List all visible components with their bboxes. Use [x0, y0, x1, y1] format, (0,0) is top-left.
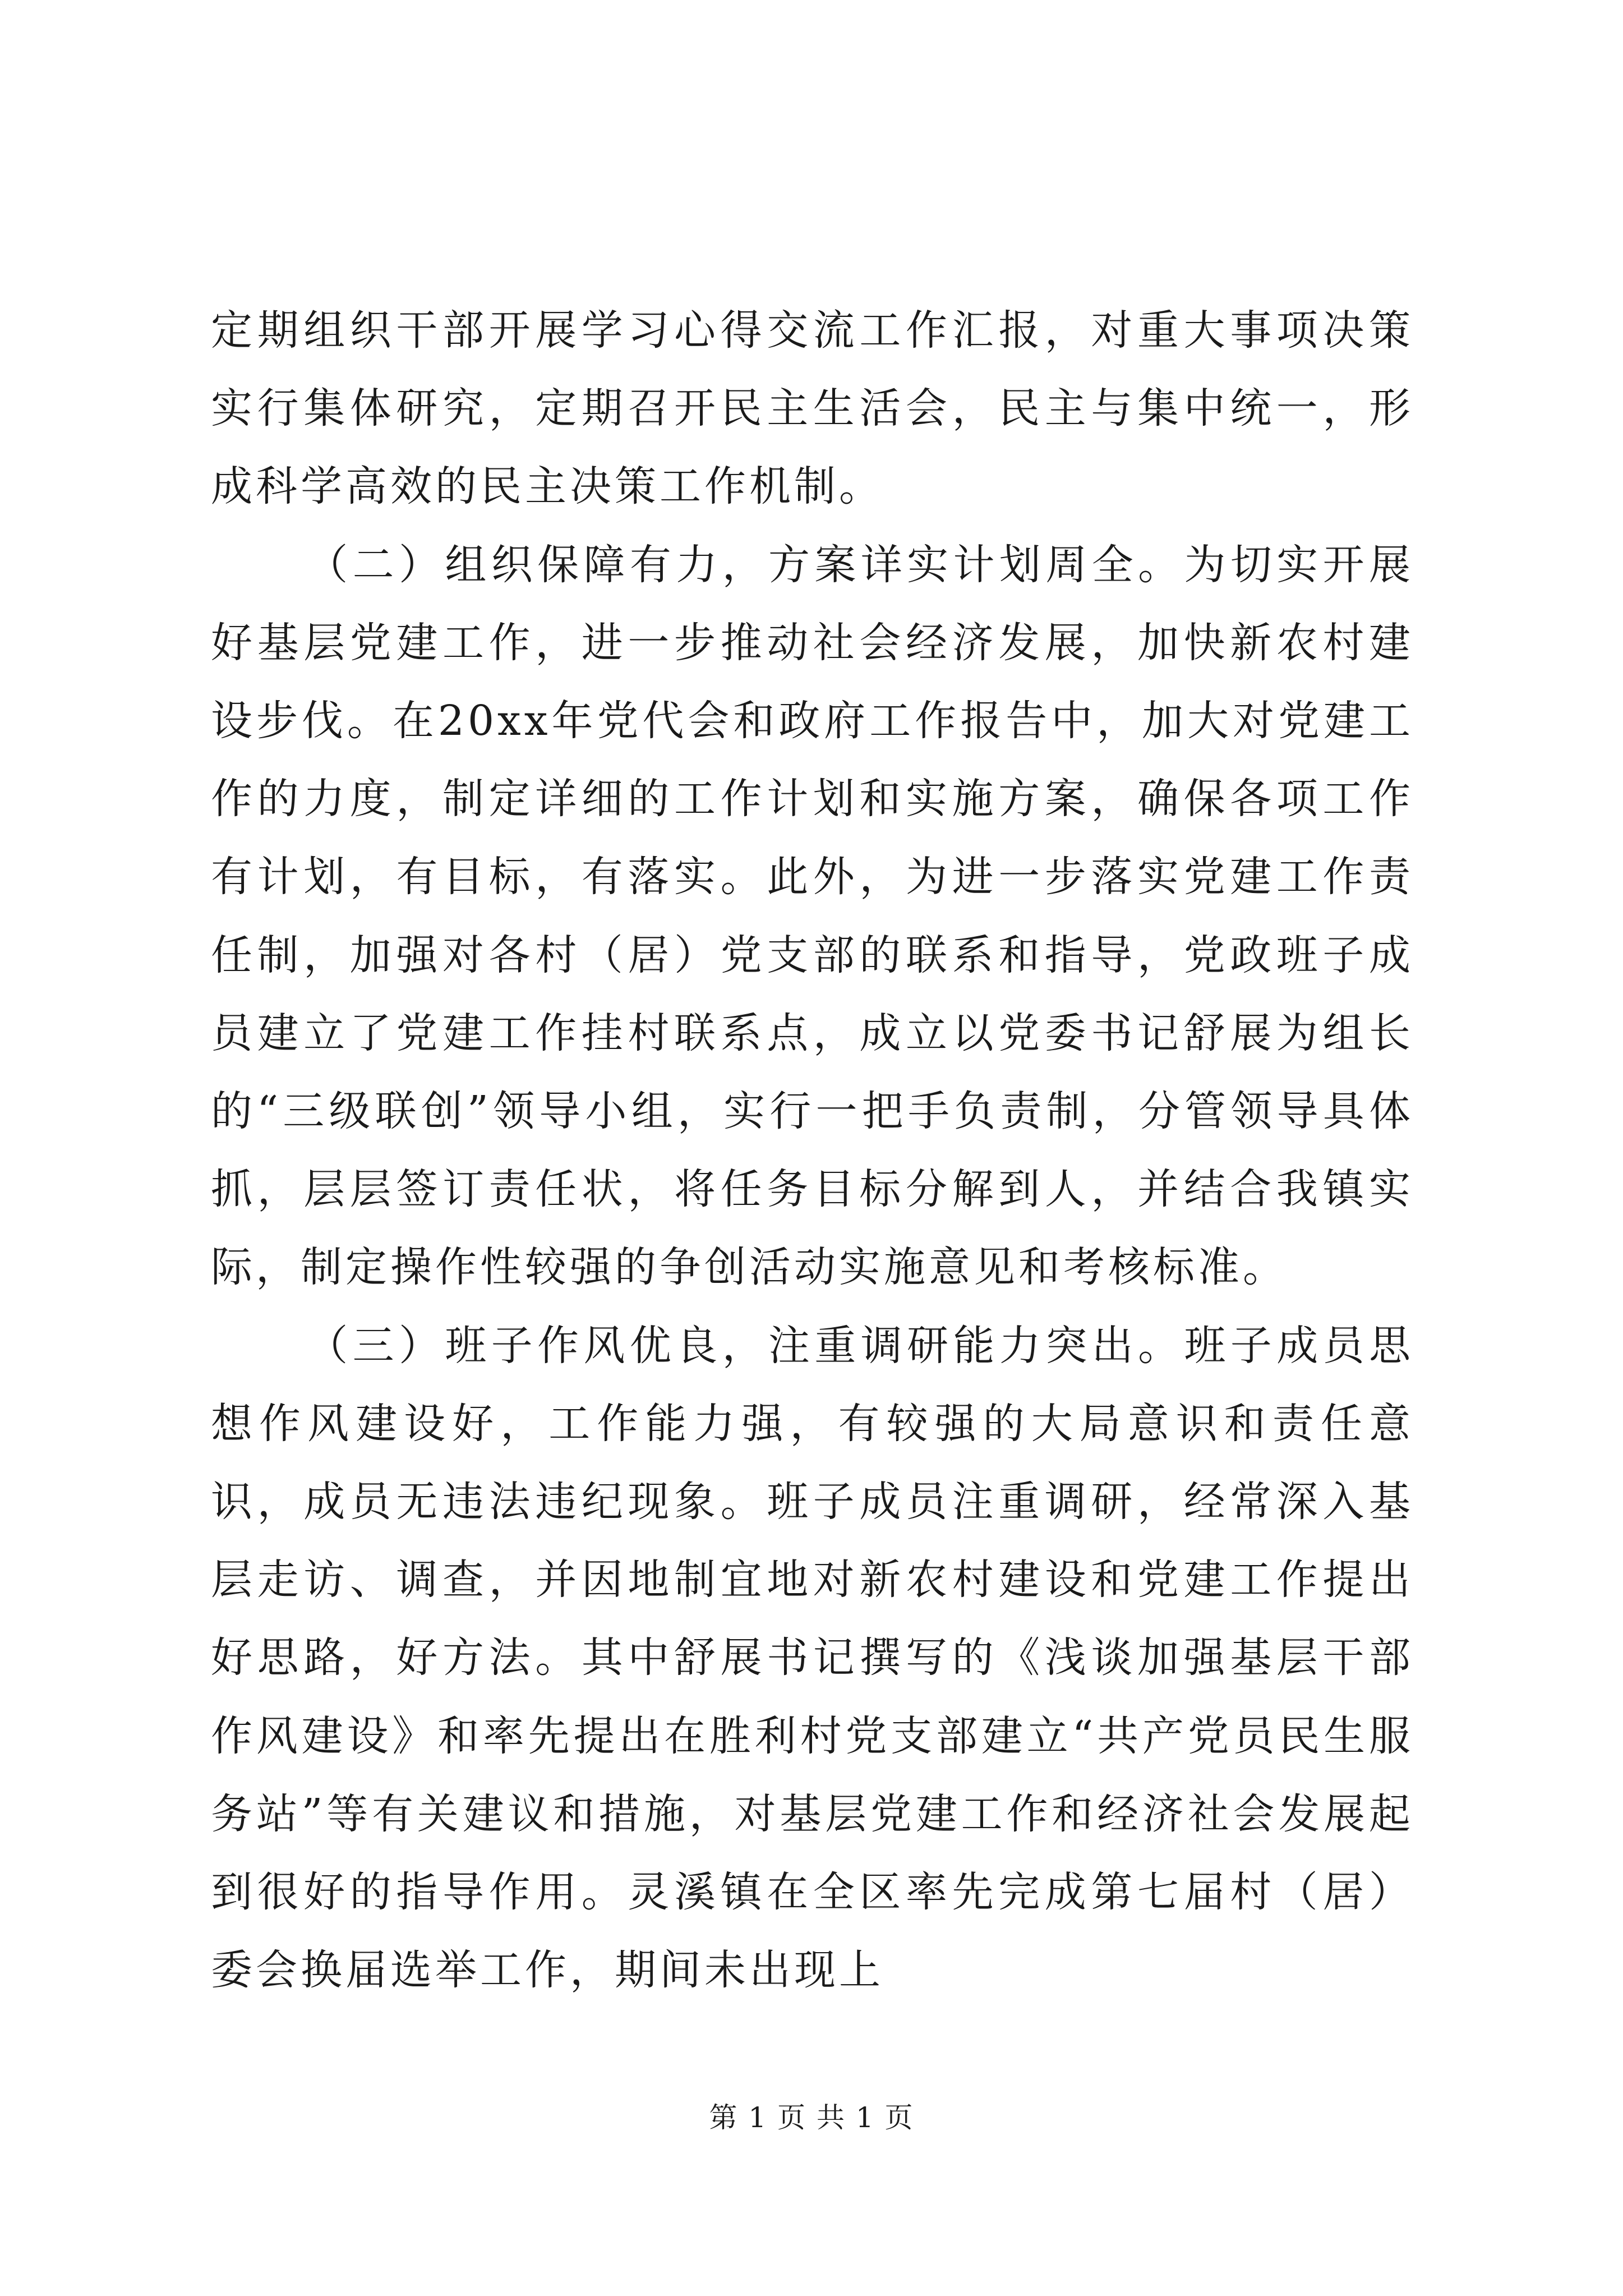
- paragraph-2: （二）组织保障有力，方案详实计划周全。为切实开展好基层党建工作，进一步推动社会经济发展，加快新农村建设步伐。在20xx年党代会和政府工作报告中，加大对党建工作的力度，制定详细的工作计划和实施方案，确保各项工作有计划，有目标，有落实。此外，为进一步落实党建工作责任制，加强对各村（居）党支部的联系和指导，党政班子成员建立了党建工作挂村联系点，成立以党委书记舒展为组长的“三级联创”领导小组，实行一把手负责制，分管领导具体抓，层层签订责任状，将任务目标分解到人，并结合我镇实际，制定操作性较强的争创活动实施意见和考核标准。: [211, 540, 1414, 1292]
- paragraph-3: （三）班子作风优良，注重调研能力突出。班子成员思想作风建设好，工作能力强，有较强的大局意识和责任意识，成员无违法违纪现象。班子成员注重调研，经常深入基层走访、调查，并因地制宜地对新农村建设和党建工作提出好思路，好方法。其中舒展书记撰写的《浅谈加强基层干部作风建设》和率先提出在胜利村党支部建立“共产党员民生服务站”等有关建议和措施，对基层党建工作和经济社会发展起到很好的指导作用。灵溪镇在全区率先完成第七届村（居）委会换届选举工作，期间未出现上: [211, 1321, 1414, 1995]
- document-body: [211, 292, 1414, 2009]
- page-footer: 第 1 页 共 1 页: [709, 2101, 914, 2134]
- paragraph-1: 定期组织干部开展学习心得交流工作汇报，对重大事项决策实行集体研究，定期召开民主生活会，民主与集中统一，形成科学高效的民主决策工作机制。: [211, 306, 1414, 511]
